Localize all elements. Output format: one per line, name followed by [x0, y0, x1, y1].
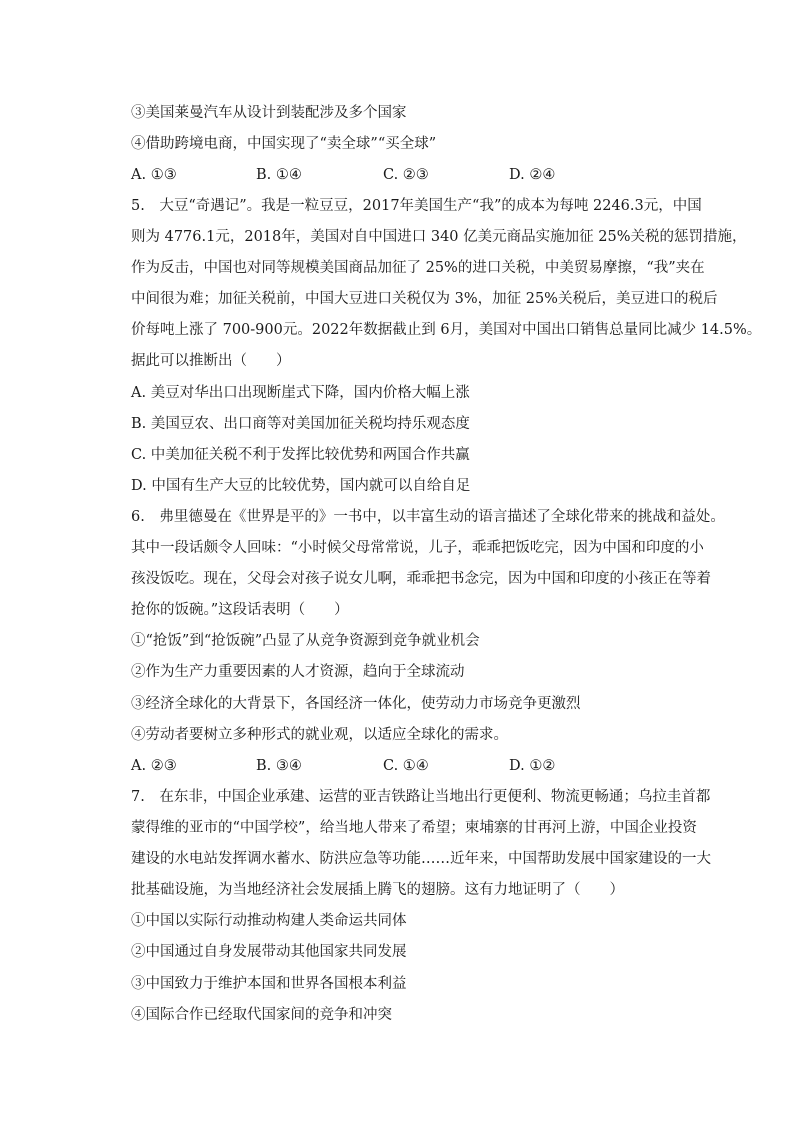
q6-stem-line: 抢你的饭碗。”这段话表明（ ）: [131, 602, 349, 618]
q6-item-3: ③经济全球化的大背景下，各国经济一体化，使劳动力市场竞争更激烈: [131, 696, 581, 712]
q6-item-2: ②作为生产力重要因素的人才资源，趋向于全球流动: [131, 664, 465, 680]
q6-option-a[interactable]: A. ②③: [131, 758, 177, 774]
q5-option-c[interactable]: C. 中美加征关税不利于发挥比较优势和两国合作共赢: [131, 447, 470, 463]
q5-option-a[interactable]: A. 美豆对华出口出现断崖式下降，国内价格大幅上涨: [131, 385, 470, 401]
q6-option-b[interactable]: B. ③④: [256, 758, 302, 774]
q5-stem-line: 则为 4776.1元，2018年，美国对自中国进口 340 亿美元商品实施加征 25%关税的惩罚措施，: [131, 229, 747, 245]
q6-item-1: ①“抢饭”到“抢饭碗”凸显了从竞争资源到竞争就业机会: [131, 633, 480, 649]
q7-item-1: ①中国以实际行动推动构建人类命运共同体: [131, 913, 407, 929]
q4-item-4: ④借助跨境电商，中国实现了“卖全球”“买全球”: [131, 136, 437, 152]
q6-stem-line: 孩没饭吃。现在，父母会对孩子说女儿啊，乖乖把书念完，因为中国和印度的小孩正在等着: [131, 571, 711, 587]
q5-stem-line: 价每吨上涨了 700-900元。2022年数据截止到 6月，美国对中国出口销售总量同比减少 14.5%。: [131, 322, 762, 338]
q7-stem-line: 批基础设施，为当地经济社会发展插上腾飞的翅膀。这有力地证明了（ ）: [131, 882, 624, 898]
q5-stem-line: 作为反击，中国也对同等规模美国商品加征了 25%的进口关税，中美贸易摩擦，“我”夹在: [131, 260, 705, 276]
q6-options: [131, 756, 671, 776]
q7-item-2: ②中国通过自身发展带动其他国家共同发展: [131, 944, 407, 960]
q4-options: [131, 165, 671, 185]
q5-option-b[interactable]: B. 美国豆农、出口商等对美国加征关税均持乐观态度: [131, 416, 470, 432]
q6-stem-line: 其中一段话颇令人回味：“小时候父母常常说，儿子，乖乖把饭吃完，因为中国和印度的小: [131, 540, 704, 556]
q4-option-b[interactable]: B. ①④: [256, 167, 302, 183]
q6-option-d[interactable]: D. ①②: [509, 758, 556, 774]
q4-option-d[interactable]: D. ②④: [509, 167, 556, 183]
q7-stem-line: 7. 在东非，中国企业承建、运营的亚吉铁路让当地出行更便利、物流更畅通；乌拉圭首都: [131, 789, 711, 805]
q5-stem-line: 5. 大豆“奇遇记”。我是一粒豆豆，2017年美国生产“我”的成本为每吨 2246.3元，中国: [131, 198, 702, 214]
q5-stem-line: 中间很为难；加征关税前，中国大豆进口关税仅为 3%，加征 25%关税后，美豆进口的税后: [131, 291, 718, 307]
q6-option-c[interactable]: C. ①④: [383, 758, 429, 774]
q5-stem-line: 据此可以推断出（ ）: [131, 353, 291, 369]
q7-item-4: ④国际合作已经取代国家间的竞争和冲突: [131, 1007, 392, 1023]
q7-stem-line: 建设的水电站发挥调水蓄水、防洪应急等功能……近年来，中国帮助发展中国家建设的一大: [131, 851, 711, 867]
q6-item-4: ④劳动者要树立多种形式的就业观，以适应全球化的需求。: [131, 727, 508, 743]
q7-item-3: ③中国致力于维护本国和世界各国根本利益: [131, 976, 407, 992]
q7-stem-line: 蒙得维的亚市的“中国学校”，给当地人带来了希望；柬埔寨的甘再河上游，中国企业投资: [131, 820, 697, 836]
q6-stem-line: 6. 弗里德曼在《世界是平的》一书中，以丰富生动的语言描述了全球化带来的挑战和益处。: [131, 509, 725, 525]
q4-option-a[interactable]: A. ①③: [131, 167, 177, 183]
q4-option-c[interactable]: C. ②③: [383, 167, 429, 183]
q5-option-d[interactable]: D. 中国有生产大豆的比较优势，国内就可以自给自足: [131, 478, 471, 494]
q4-item-3: ③美国莱曼汽车从设计到装配涉及多个国家: [131, 105, 407, 121]
